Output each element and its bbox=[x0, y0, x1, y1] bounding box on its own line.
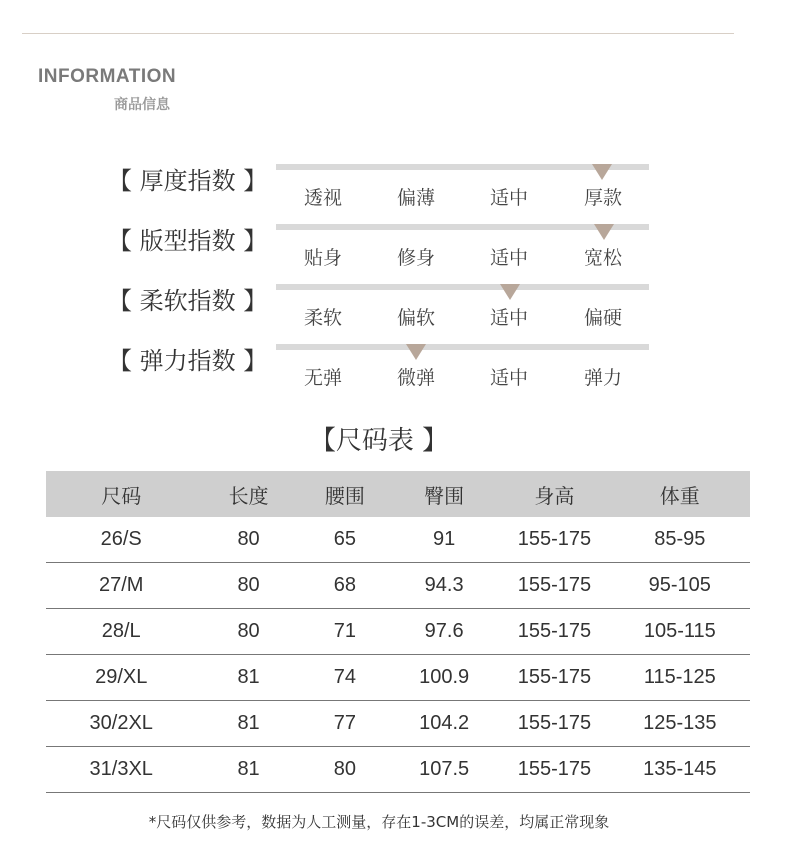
table-cell: 155-175 bbox=[499, 609, 609, 655]
table-cell: 80 bbox=[196, 609, 300, 655]
table-cell: 26/S bbox=[46, 517, 196, 563]
index-marker-icon bbox=[592, 164, 612, 180]
table-cell: 81 bbox=[196, 701, 300, 747]
index-marker-icon bbox=[406, 344, 426, 360]
index-option: 适中 bbox=[489, 187, 528, 209]
table-cell: 105-115 bbox=[610, 609, 750, 655]
table-cell: 155-175 bbox=[499, 655, 609, 701]
table-cell: 80 bbox=[301, 747, 389, 793]
table-cell: 71 bbox=[301, 609, 389, 655]
table-cell: 81 bbox=[196, 655, 300, 701]
section-title-en: INFORMATION bbox=[38, 66, 177, 87]
table-cell: 100.9 bbox=[389, 655, 499, 701]
table-cell: 80 bbox=[196, 563, 300, 609]
table-cell: 94.3 bbox=[389, 563, 499, 609]
section-title-cn: 商品信息 bbox=[114, 96, 170, 112]
index-option: 宽松 bbox=[583, 247, 622, 269]
size-chart-title: 【尺码表 】 bbox=[309, 426, 449, 456]
size-disclaimer: *尺码仅供参考，数据为人工测量，存在1-3CM的误差，均属正常现象 bbox=[148, 813, 610, 831]
table-cell: 65 bbox=[301, 517, 389, 563]
index-option: 弹力 bbox=[583, 367, 622, 389]
column-header: 臀围 bbox=[389, 471, 499, 517]
table-cell: 27/M bbox=[46, 563, 196, 609]
table-cell: 68 bbox=[301, 563, 389, 609]
index-label: 【 柔软指数 】 bbox=[108, 287, 268, 315]
index-scale-bar bbox=[276, 344, 649, 350]
table-cell: 91 bbox=[389, 517, 499, 563]
table-cell: 104.2 bbox=[389, 701, 499, 747]
column-header: 长度 bbox=[196, 471, 300, 517]
index-option: 微弹 bbox=[396, 367, 435, 389]
index-option: 适中 bbox=[489, 247, 528, 269]
table-row bbox=[46, 609, 750, 655]
table-cell: 155-175 bbox=[499, 517, 609, 563]
table-cell: 155-175 bbox=[499, 563, 609, 609]
index-marker-icon bbox=[594, 224, 614, 240]
index-thickness bbox=[0, 161, 790, 221]
table-row bbox=[46, 747, 750, 793]
table-cell: 80 bbox=[196, 517, 300, 563]
size-chart-table bbox=[46, 471, 750, 793]
index-label: 【 版型指数 】 bbox=[108, 227, 268, 255]
table-cell: 30/2XL bbox=[46, 701, 196, 747]
table-row bbox=[46, 517, 750, 563]
table-cell: 28/L bbox=[46, 609, 196, 655]
table-cell: 74 bbox=[301, 655, 389, 701]
index-label: 【 弹力指数 】 bbox=[108, 347, 268, 375]
table-cell: 155-175 bbox=[499, 701, 609, 747]
index-option: 适中 bbox=[489, 307, 528, 329]
table-row bbox=[46, 701, 750, 747]
index-option: 偏硬 bbox=[583, 307, 622, 329]
table-row bbox=[46, 563, 750, 609]
index-option: 柔软 bbox=[303, 307, 342, 329]
table-cell: 81 bbox=[196, 747, 300, 793]
index-scale-bar bbox=[276, 284, 649, 290]
index-option: 修身 bbox=[396, 247, 435, 269]
index-fit bbox=[0, 221, 790, 281]
column-header: 体重 bbox=[610, 471, 750, 517]
index-marker-icon bbox=[500, 284, 520, 300]
table-cell: 95-105 bbox=[610, 563, 750, 609]
table-cell: 77 bbox=[301, 701, 389, 747]
index-option: 偏薄 bbox=[396, 187, 435, 209]
table-cell: 29/XL bbox=[46, 655, 196, 701]
column-header: 身高 bbox=[499, 471, 609, 517]
table-cell: 115-125 bbox=[610, 655, 750, 701]
index-option: 无弹 bbox=[303, 367, 342, 389]
table-cell: 107.5 bbox=[389, 747, 499, 793]
index-option: 透视 bbox=[303, 187, 342, 209]
table-cell: 135-145 bbox=[610, 747, 750, 793]
table-cell: 97.6 bbox=[389, 609, 499, 655]
top-divider bbox=[22, 33, 734, 34]
table-cell: 155-175 bbox=[499, 747, 609, 793]
column-header: 尺码 bbox=[46, 471, 196, 517]
index-softness bbox=[0, 281, 790, 341]
table-cell: 125-135 bbox=[610, 701, 750, 747]
table-cell: 31/3XL bbox=[46, 747, 196, 793]
index-label: 【 厚度指数 】 bbox=[108, 167, 268, 195]
index-option: 偏软 bbox=[396, 307, 435, 329]
index-option: 厚款 bbox=[583, 187, 622, 209]
table-row bbox=[46, 655, 750, 701]
index-option: 适中 bbox=[489, 367, 528, 389]
column-header: 腰围 bbox=[301, 471, 389, 517]
table-cell: 85-95 bbox=[610, 517, 750, 563]
table-header-row bbox=[46, 471, 750, 517]
index-elasticity bbox=[0, 341, 790, 401]
index-option: 贴身 bbox=[303, 247, 342, 269]
